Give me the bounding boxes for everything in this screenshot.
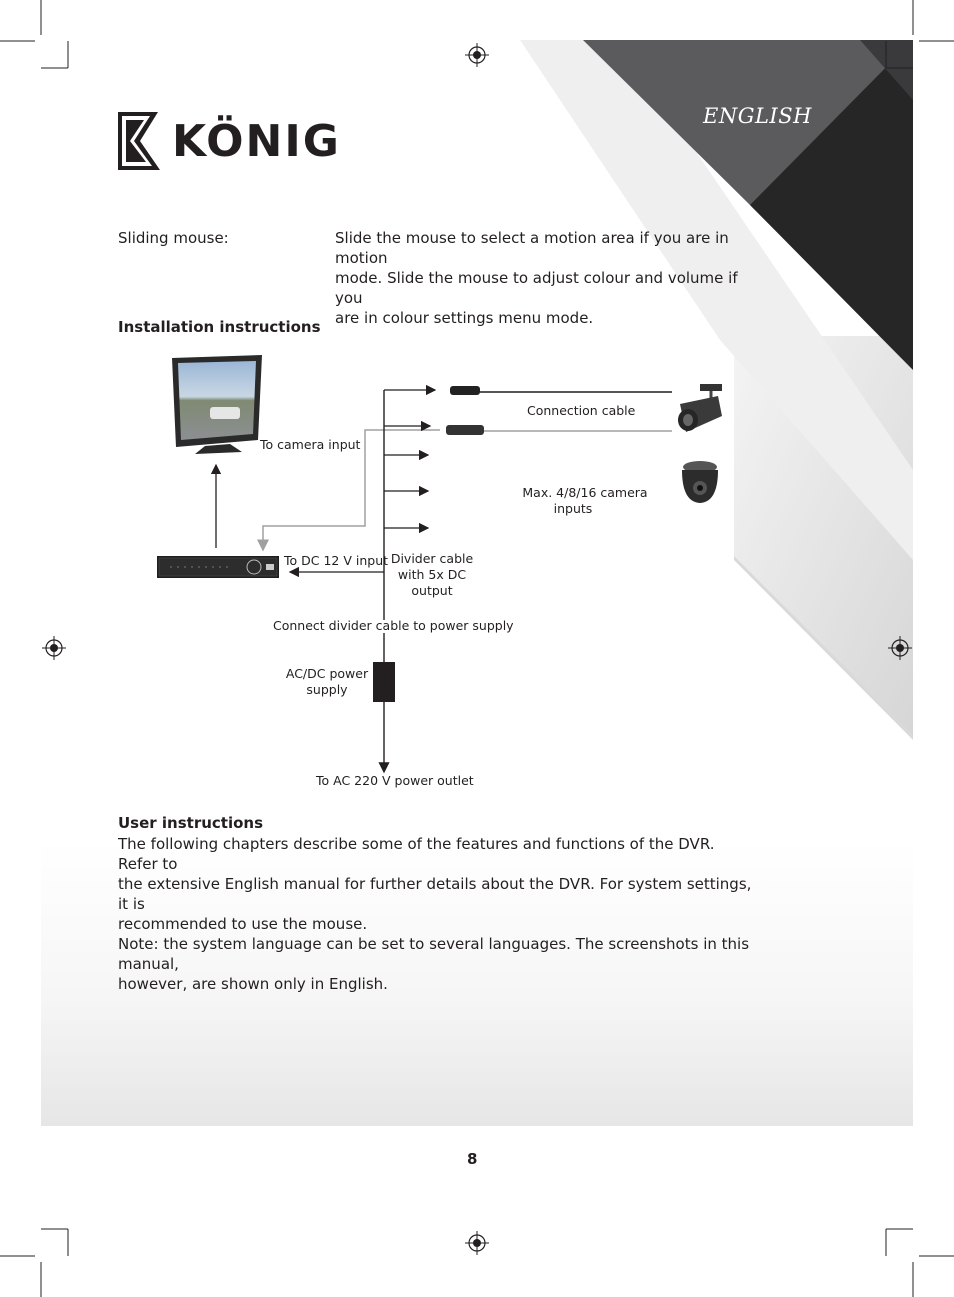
max-inputs-line: inputs: [553, 501, 593, 516]
registration-mark-icon: [888, 636, 912, 660]
brand-logo-text: KÖNIG: [172, 116, 341, 167]
konig-logo-icon: [118, 112, 162, 172]
acdc-line: AC/DC power: [285, 666, 369, 681]
body-line: Note: the system language can be set to several languages. The screenshots in this manual,: [118, 935, 750, 973]
sliding-mouse-term: Sliding mouse:: [118, 229, 229, 247]
body-line: The following chapters describe some of the features and functions of the DVR. Refer to: [118, 835, 715, 873]
acdc-line: supply: [306, 682, 348, 697]
connect-divider-label: Connect divider cable to power supply: [273, 618, 514, 633]
description-line: are in colour settings menu mode.: [335, 309, 594, 327]
registration-mark-icon: [42, 636, 66, 660]
installation-heading: Installation instructions: [118, 318, 321, 336]
registration-mark-icon: [465, 43, 489, 67]
user-instructions-body: [118, 834, 758, 994]
user-instructions-heading: User instructions: [118, 814, 264, 832]
divider-line: output: [411, 583, 453, 598]
body-line: however, are shown only in English.: [118, 975, 388, 993]
sliding-mouse-description: [335, 228, 755, 328]
registration-mark-icon: [465, 1231, 489, 1255]
description-line: Slide the mouse to select a motion area if you are in motion: [335, 229, 729, 267]
dome-camera-icon: [682, 461, 718, 503]
power-supply-icon: [373, 662, 395, 702]
ac-outlet-label: To AC 220 V power outlet: [316, 773, 474, 788]
connection-cable-label: Connection cable: [527, 403, 636, 418]
camera-input-label: To camera input: [260, 437, 361, 452]
bullet-camera-icon: [678, 384, 722, 432]
body-line: the extensive English manual for further details about the DVR. For system settings, it is: [118, 875, 752, 913]
divider-cable-label: [387, 551, 477, 599]
divider-line: with 5x DC: [397, 567, 467, 582]
description-line: mode. Slide the mouse to adjust colour and volume if you: [335, 269, 738, 307]
language-label: ENGLISH: [703, 104, 812, 128]
dc-input-label: To DC 12 V input: [284, 553, 389, 568]
monitor-icon: [172, 355, 262, 454]
body-line: recommended to use the mouse.: [118, 915, 368, 933]
max-inputs-label: [520, 485, 650, 517]
acdc-supply-label: [282, 666, 372, 698]
divider-line: Divider cable: [390, 551, 474, 566]
page-number: 8: [467, 1150, 478, 1168]
max-inputs-line: Max. 4/8/16 camera: [522, 485, 648, 500]
dvr-icon: [157, 556, 279, 578]
